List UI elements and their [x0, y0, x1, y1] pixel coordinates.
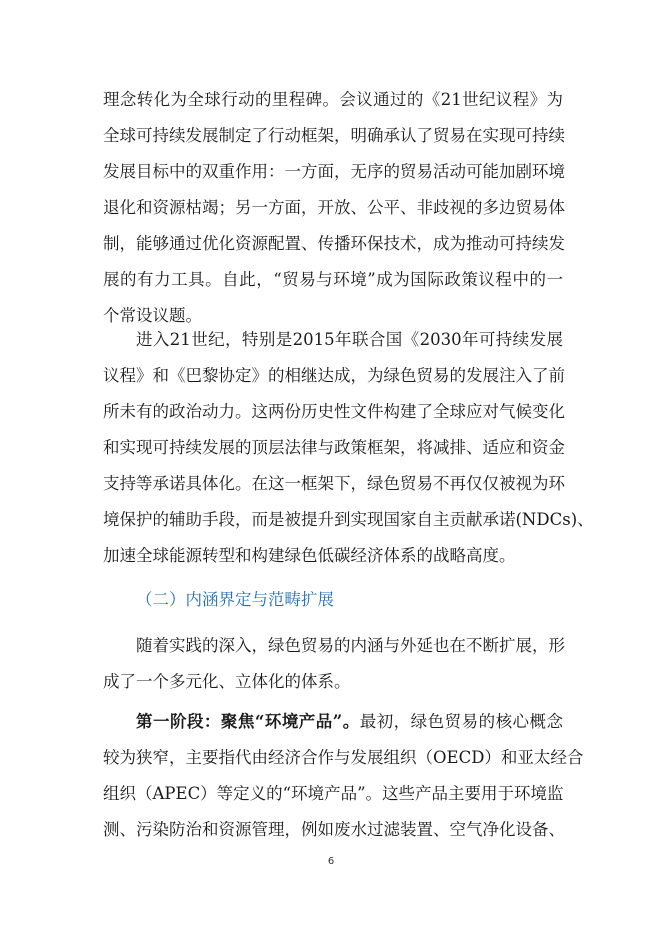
para3-line-2: 成了一个多元化、立体化的体系。	[103, 672, 351, 691]
para1-line-5: 制，能够通过优化资源配置、传播环保技术，成为推动可持续发	[103, 234, 565, 253]
para1-line-4: 退化和资源枯竭；另一方面，开放、公平、非歧视的多边贸易体	[103, 198, 565, 217]
para2-line-4: 和实现可持续发展的顶层法律与政策框架，将减排、适应和资金	[103, 438, 565, 457]
para4-line-4: 测、污染防治和资源管理，例如废水过滤装置、空气净化设备、	[103, 820, 565, 839]
para4-line-3: 组织（APEC）等定义的“环境产品”。这些产品主要用于环境监	[103, 784, 564, 803]
para4-line-2: 较为狭窄，主要指代由经济合作与发展组织（OECD）和亚太经合	[103, 748, 584, 767]
para2-line-5: 支持等承诺具体化。在这一框架下，绿色贸易不再仅仅被视为环	[103, 474, 565, 493]
para4-first-line-rest: 最初，绿色贸易的核心概念	[359, 712, 564, 731]
para2-line-2: 议程》和《巴黎协定》的相继达成，为绿色贸易的发展注入了前	[103, 366, 565, 385]
para1-line-3: 发展目标中的双重作用：一方面，无序的贸易活动可能加剧环境	[103, 162, 565, 181]
para2-line-7: 加速全球能源转型和构建绿色低碳经济体系的战略高度。	[103, 546, 516, 565]
para1-line-1: 理念转化为全球行动的里程碑。会议通过的《21世纪议程》为	[103, 90, 563, 109]
para4-bold-lead: 第一阶段：聚焦“环境产品”。	[136, 712, 360, 731]
para2-line-3: 所未有的政治动力。这两份历史性文件构建了全球应对气候变化	[103, 402, 565, 421]
para3-line-1: 随着实践的深入，绿色贸易的内涵与外延也在不断扩展，形	[136, 636, 565, 655]
para1-line-7: 个常设议题。	[103, 306, 202, 325]
para1-line-2: 全球可持续发展制定了行动框架，明确承认了贸易在实现可持续	[103, 126, 565, 145]
para2-line-1: 进入21世纪，特别是2015年联合国《2030年可持续发展	[136, 330, 563, 349]
para1-line-6: 展的有力工具。自此，“贸易与环境”成为国际政策议程中的一	[103, 270, 563, 289]
page-number: 6	[327, 856, 335, 867]
para4-line-1	[136, 704, 563, 740]
para2-line-6: 境保护的辅助手段，而是被提升到实现国家自主贡献承诺(NDCs)、	[103, 510, 594, 529]
section-heading: （二）内涵界定与范畴扩展	[136, 590, 334, 609]
